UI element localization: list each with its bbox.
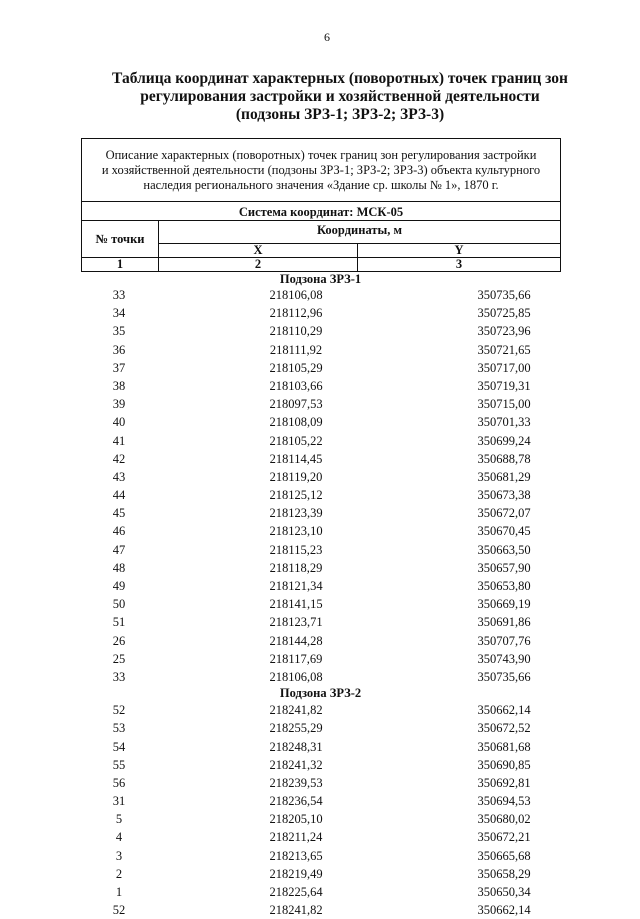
point-number: 4 bbox=[115, 830, 123, 845]
table-row bbox=[81, 792, 560, 810]
x-coordinate: 218255,29 bbox=[269, 721, 323, 736]
point-number: 33 bbox=[112, 669, 126, 684]
x-coordinate: 218213,65 bbox=[269, 848, 323, 863]
table-row bbox=[81, 377, 560, 395]
table-row bbox=[81, 595, 560, 613]
table-row bbox=[81, 738, 560, 756]
table-row bbox=[81, 468, 560, 486]
table-row bbox=[81, 756, 560, 774]
y-coordinate: 350672,21 bbox=[477, 830, 531, 845]
table-row bbox=[81, 901, 560, 919]
x-coordinate: 218097,53 bbox=[269, 397, 323, 412]
table-row bbox=[81, 865, 560, 883]
title-line: Таблица координат характерных (поворотных) точек границ зон bbox=[112, 70, 568, 87]
zone-title: Подзона ЗРЗ-2 bbox=[279, 686, 362, 701]
x-coordinate: 218114,45 bbox=[269, 451, 323, 466]
coordinate-system-label: Система координат: МСК-05 bbox=[82, 202, 561, 221]
y-coordinate: 350672,52 bbox=[477, 721, 531, 736]
x-coordinate: 218205,10 bbox=[269, 812, 323, 827]
zone-section bbox=[81, 272, 560, 686]
column-number-1: 1 bbox=[82, 258, 159, 272]
table-row bbox=[81, 847, 560, 865]
x-coordinate: 218225,64 bbox=[269, 885, 323, 899]
table-row bbox=[81, 450, 560, 468]
x-coordinate: 218103,66 bbox=[269, 378, 323, 393]
y-coordinate: 350665,68 bbox=[477, 848, 531, 863]
table-row bbox=[81, 341, 560, 359]
point-number: 3 bbox=[115, 848, 123, 863]
y-coordinate: 350694,53 bbox=[477, 794, 531, 809]
y-coordinate: 350735,66 bbox=[477, 669, 531, 684]
x-coordinate: 218115,23 bbox=[269, 542, 323, 557]
point-number: 51 bbox=[112, 615, 126, 630]
y-coordinate: 350725,85 bbox=[477, 306, 531, 321]
y-coordinate: 350681,29 bbox=[477, 469, 531, 484]
x-coordinate: 218106,08 bbox=[269, 288, 323, 302]
point-number: 53 bbox=[112, 721, 126, 736]
table-row bbox=[81, 632, 560, 650]
y-coordinate: 350699,24 bbox=[477, 433, 531, 448]
x-coordinate: 218111,92 bbox=[269, 342, 323, 357]
coordinates-header: Координаты, м bbox=[159, 221, 561, 244]
y-coordinate: 350723,96 bbox=[477, 324, 531, 339]
table-row bbox=[81, 774, 560, 792]
y-coordinate: 350692,81 bbox=[477, 775, 531, 790]
y-coordinate: 350653,80 bbox=[477, 579, 531, 593]
x-coordinate: 218123,39 bbox=[269, 506, 323, 521]
point-number: 56 bbox=[112, 775, 126, 790]
x-coordinate: 218241,82 bbox=[269, 703, 323, 718]
point-number: 33 bbox=[112, 288, 126, 302]
point-number: 47 bbox=[112, 542, 126, 557]
y-header: Y bbox=[358, 244, 561, 258]
x-coordinate: 218241,32 bbox=[269, 757, 323, 772]
point-number-header: № точки bbox=[82, 221, 159, 258]
point-number: 54 bbox=[112, 739, 126, 754]
description-line: Описание характерных (поворотных) точек границ зон регулирования застройки bbox=[105, 147, 537, 162]
table-row bbox=[81, 432, 560, 450]
y-coordinate: 350688,78 bbox=[477, 451, 531, 466]
y-coordinate: 350663,50 bbox=[477, 542, 531, 557]
coordinates-table-header bbox=[81, 138, 561, 272]
point-number: 34 bbox=[112, 306, 126, 321]
table-row bbox=[81, 559, 560, 577]
description-line: и хозяйственной деятельности (подзоны ЗРЗ-1; ЗРЗ-2; ЗРЗ-3) объекта культурного bbox=[101, 162, 541, 177]
x-header: X bbox=[159, 244, 358, 258]
y-coordinate: 350735,66 bbox=[477, 288, 531, 302]
point-number: 25 bbox=[112, 651, 126, 666]
point-number: 40 bbox=[112, 415, 126, 430]
y-coordinate: 350707,76 bbox=[477, 633, 531, 648]
x-coordinate: 218108,09 bbox=[269, 415, 323, 430]
point-number: 55 bbox=[112, 757, 126, 772]
table-row bbox=[81, 883, 560, 901]
object-description bbox=[82, 139, 561, 202]
y-coordinate: 350673,38 bbox=[477, 488, 531, 503]
point-number: 49 bbox=[112, 579, 126, 593]
table-row bbox=[81, 828, 560, 846]
table-row bbox=[81, 304, 560, 322]
x-coordinate: 218123,71 bbox=[269, 615, 323, 630]
point-number: 50 bbox=[112, 597, 126, 612]
y-coordinate: 350743,90 bbox=[477, 651, 531, 666]
x-coordinate: 218119,20 bbox=[269, 469, 323, 484]
table-row bbox=[81, 359, 560, 377]
x-coordinate: 218241,82 bbox=[269, 903, 323, 918]
point-number: 31 bbox=[112, 794, 126, 809]
point-number: 52 bbox=[112, 903, 126, 918]
point-number: 36 bbox=[112, 342, 126, 357]
y-coordinate: 350691,86 bbox=[477, 615, 531, 630]
point-number: 35 bbox=[112, 324, 126, 339]
table-row bbox=[81, 613, 560, 631]
x-coordinate: 218144,28 bbox=[269, 633, 323, 648]
point-number: 44 bbox=[112, 488, 126, 503]
title-line: регулирования застройки и хозяйственной деятельности bbox=[140, 88, 540, 105]
y-coordinate: 350662,14 bbox=[477, 703, 531, 718]
y-coordinate: 350719,31 bbox=[477, 378, 531, 393]
x-coordinate: 218110,29 bbox=[269, 324, 323, 339]
point-number: 41 bbox=[112, 433, 126, 448]
y-coordinate: 350701,33 bbox=[477, 415, 531, 430]
point-number: 37 bbox=[112, 360, 126, 375]
x-coordinate: 218106,08 bbox=[269, 669, 323, 684]
y-coordinate: 350721,65 bbox=[477, 342, 531, 357]
point-number: 48 bbox=[112, 560, 126, 575]
table-row bbox=[81, 413, 560, 431]
x-coordinate: 218118,29 bbox=[269, 560, 323, 575]
table-row bbox=[81, 650, 560, 668]
x-coordinate: 218112,96 bbox=[269, 306, 323, 321]
y-coordinate: 350681,68 bbox=[477, 739, 531, 754]
zone-title: Подзона ЗРЗ-1 bbox=[279, 272, 362, 286]
x-coordinate: 218125,12 bbox=[269, 488, 323, 503]
table-row bbox=[81, 395, 560, 413]
y-coordinate: 350657,90 bbox=[477, 560, 531, 575]
point-number: 46 bbox=[112, 524, 126, 539]
x-coordinate: 218141,15 bbox=[269, 597, 323, 612]
point-number: 39 bbox=[112, 397, 126, 412]
table-row bbox=[81, 541, 560, 559]
table-row bbox=[81, 810, 560, 828]
point-number: 5 bbox=[115, 812, 123, 827]
y-coordinate: 350662,14 bbox=[477, 903, 531, 918]
point-number: 52 bbox=[112, 703, 126, 718]
y-coordinate: 350715,00 bbox=[477, 397, 531, 412]
y-coordinate: 350717,00 bbox=[477, 360, 531, 375]
coordinates-table-body bbox=[81, 272, 560, 919]
y-coordinate: 350650,34 bbox=[477, 885, 531, 899]
table-row bbox=[81, 322, 560, 340]
x-coordinate: 218105,22 bbox=[269, 433, 323, 448]
y-coordinate: 350670,45 bbox=[477, 524, 531, 539]
title-line: (подзоны ЗРЗ-1; ЗРЗ-2; ЗРЗ-3) bbox=[235, 106, 445, 123]
x-coordinate: 218117,69 bbox=[269, 651, 323, 666]
x-coordinate: 218239,53 bbox=[269, 775, 323, 790]
table-row bbox=[81, 504, 560, 522]
point-number: 38 bbox=[112, 378, 126, 393]
y-coordinate: 350658,29 bbox=[477, 866, 531, 881]
point-number: 2 bbox=[115, 866, 123, 881]
table-row bbox=[81, 286, 560, 304]
table-row bbox=[81, 577, 560, 595]
x-coordinate: 218105,29 bbox=[269, 360, 323, 375]
y-coordinate: 350669,19 bbox=[477, 597, 531, 612]
point-number: 1 bbox=[115, 885, 123, 899]
y-coordinate: 350690,85 bbox=[477, 757, 531, 772]
zone-section bbox=[81, 686, 560, 919]
page-number: 6 bbox=[324, 30, 330, 44]
y-coordinate: 350680,02 bbox=[477, 812, 531, 827]
point-number: 45 bbox=[112, 506, 126, 521]
x-coordinate: 218219,49 bbox=[269, 866, 323, 881]
x-coordinate: 218121,34 bbox=[269, 579, 323, 593]
column-number-3: 3 bbox=[358, 258, 561, 272]
point-number: 43 bbox=[112, 469, 126, 484]
point-number: 42 bbox=[112, 451, 126, 466]
table-row bbox=[81, 668, 560, 686]
column-number-2: 2 bbox=[159, 258, 358, 272]
table-row bbox=[81, 701, 560, 719]
description-line: наследия регионального значения «Здание ср. школы № 1», 1870 г. bbox=[143, 177, 499, 192]
table-row bbox=[81, 719, 560, 737]
x-coordinate: 218248,31 bbox=[269, 739, 323, 754]
x-coordinate: 218211,24 bbox=[269, 830, 323, 845]
document-title bbox=[80, 70, 600, 124]
y-coordinate: 350672,07 bbox=[477, 506, 531, 521]
table-row bbox=[81, 522, 560, 540]
x-coordinate: 218236,54 bbox=[269, 794, 323, 809]
x-coordinate: 218123,10 bbox=[269, 524, 323, 539]
table-row bbox=[81, 486, 560, 504]
point-number: 26 bbox=[112, 633, 126, 648]
